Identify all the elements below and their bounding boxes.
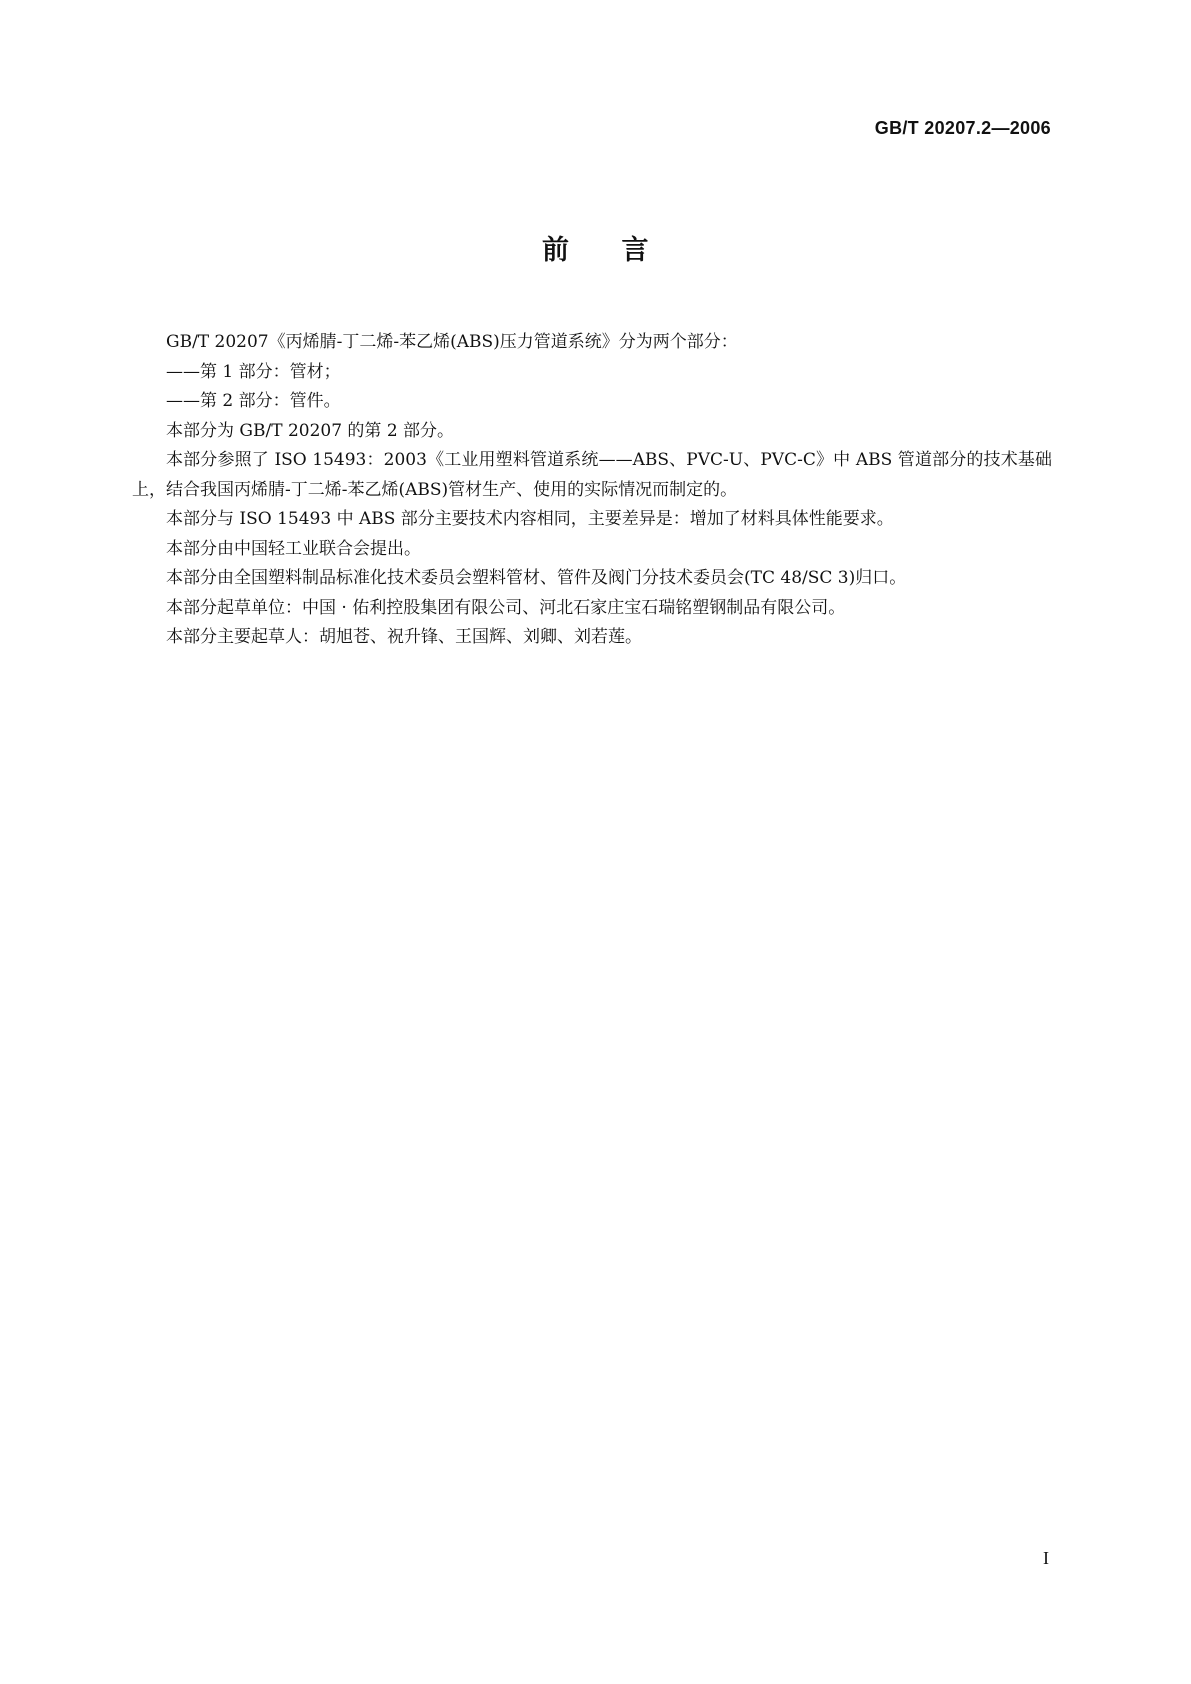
- paragraph-reference: 本部分参照了 ISO 15493：2003《工业用塑料管道系统——ABS、PVC-U、PVC-C》中 ABS 管道部分的技术基础上，结合我国丙烯腈-丁二烯-苯乙烯(ABS)管材生产、使用的实际情况而制定的。: [132, 450, 1052, 500]
- paragraph-centralized-by: 本部分由全国塑料制品标准化技术委员会塑料管材、管件及阀门分技术委员会(TC 48/SC 3)归口。: [166, 568, 907, 588]
- paragraph-part-1: ——第 1 部分：管材；: [166, 361, 341, 382]
- foreword-body: [132, 328, 1052, 653]
- paragraph-drafters: 本部分主要起草人：胡旭苍、祝升锋、王国辉、刘卿、刘若莲。: [166, 627, 642, 647]
- paragraph-differences: 本部分与 ISO 15493 中 ABS 部分主要技术内容相同，主要差异是：增加了材料具体性能要求。: [166, 509, 894, 529]
- paragraph-part-2: ——第 2 部分：管件。: [166, 391, 341, 411]
- paragraph-parts-intro: GB/T 20207《丙烯腈-丁二烯-苯乙烯(ABS)压力管道系统》分为两个部分：: [166, 332, 738, 352]
- title-char-2: 言: [621, 235, 649, 266]
- title-char-1: 前: [542, 235, 570, 266]
- standard-code: GB/T 20207.2—2006: [874, 118, 1051, 138]
- page-title: [0, 228, 1191, 267]
- paragraph-proposed-by: 本部分由中国轻工业联合会提出。: [166, 538, 421, 559]
- page-number: I: [1043, 1548, 1049, 1568]
- paragraph-this-part: 本部分为 GB/T 20207 的第 2 部分。: [166, 420, 455, 441]
- paragraph-drafting-units: 本部分起草单位：中国 · 佑利控股集团有限公司、河北石家庄宝石瑞铭塑钢制品有限公司。: [166, 597, 846, 618]
